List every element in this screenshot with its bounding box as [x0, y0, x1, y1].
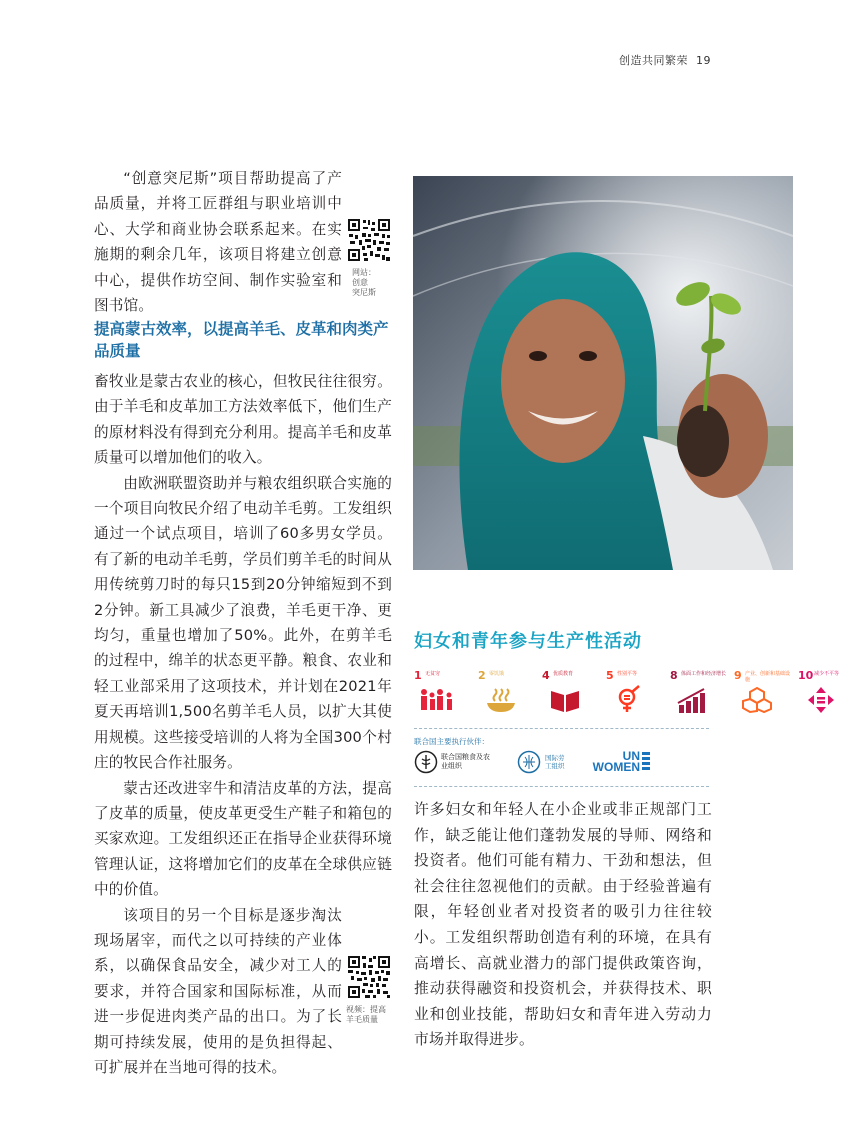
section-heading: 提高蒙古效率，以提高羊毛、皮革和肉类产品质量 [94, 320, 389, 360]
qr-caption-line: 网站： [352, 268, 376, 277]
sdg-1-icon [414, 669, 474, 719]
sdg-number: 4 [542, 669, 550, 682]
qr-caption-website [352, 268, 376, 298]
people-icon [420, 687, 454, 713]
sdg-label: 优质教育 [553, 671, 574, 677]
sidebar-paragraph: 许多妇女和年轻人在小企业或非正规部门工作，缺乏能让他们蓬勃发展的导师、网络和投资者。他们可能有精力、干劲和想法，但社会往往忽视他们的贡献。由于经验普遍有限，年轻创业者对投资者的吸引力往往较小。工发组织帮助创造有利的环境，在具有高增长、高就业潜力的部门提供政策咨询，推动获得融资和投资机会，并获得技术、职业和创业技能，帮助妇女和青年进入劳动力市场并取得进步。 [414, 801, 712, 1049]
cubes-icon [740, 687, 774, 713]
sdg-number: 9 [734, 669, 742, 682]
sdg-label: 减少不平等 [814, 671, 840, 677]
qr-caption-line: 视频：提高 [346, 1005, 386, 1014]
sdg-number: 1 [414, 669, 422, 682]
sdg-number: 2 [478, 669, 486, 682]
qr-code-website[interactable] [347, 218, 391, 262]
sidebar-body [414, 797, 712, 1053]
photo-woman-seedling [413, 176, 793, 570]
qr-caption-line: 创意 [352, 278, 368, 287]
bowl-icon [484, 687, 518, 713]
body-paragraph: 由欧洲联盟资助并与粮农组织联合实施的一个项目向牧民介绍了电动羊毛剪。工发组织通过一个试点项目，培训了60多男女学员。有了新的电动羊毛剪，学员们剪羊毛的时间从用传统剪刀时的每只15到20分钟缩短到不到2分钟。新工具减少了浪费，羊毛更干净、更均匀，重量也增加了50%。此外，在剪羊毛的过程中，绵羊的状态更平静。粮食、农业和轻工业部采用了这项技术，并计划在2021年夏天再培训1,500名剪羊毛人员，以扩大其使用规模。这些接受培训的人将为全国300个村庄的牧民合作社服务。 [94, 474, 392, 772]
sdg-icon-row [414, 669, 858, 719]
sdg-label: 零饥饿 [489, 671, 505, 677]
qr-caption-video [346, 1005, 386, 1025]
partner-logos [414, 750, 714, 776]
fao-emblem-icon [414, 750, 438, 774]
header-section-title: 创造共同繁荣 [619, 54, 688, 67]
growth-chart-icon [676, 687, 710, 713]
fao-logo [414, 750, 493, 774]
qr-code-video[interactable] [347, 955, 391, 999]
sdg-label: 性别平等 [617, 671, 638, 677]
body-paragraph: 该项目的另一个目标是逐步淘汰现场屠宰，而代之以可持续的产业体系，以确保食品安全，减少对工人的要求，并符合国家和国际标准，从而进一步促进肉类产品的出口。为了长期可持续发展，使用的是负担得起、可扩展并在当地可得的技术。 [94, 906, 342, 1076]
unwomen-name: UN WOMEN [592, 749, 640, 774]
sdg-4-icon [542, 669, 602, 719]
sdg-label: 体面工作和经济增长 [681, 671, 727, 677]
partners-caption: 联合国主要执行伙伴： [414, 737, 489, 746]
sdg-5-icon [606, 669, 666, 719]
sdg-9-icon [734, 669, 794, 719]
sdg-10-icon [798, 669, 858, 719]
sdg-label: 无贫穷 [425, 671, 441, 677]
page-number: 19 [696, 54, 711, 67]
qr-caption-line: 羊毛质量 [346, 1015, 378, 1024]
sdg-2-icon [478, 669, 538, 719]
fao-name: 联合国粮食及农业组织 [441, 753, 490, 770]
sdg-number: 8 [670, 669, 678, 682]
sidebar-title: 妇女和青年参与生产性活动 [414, 631, 642, 652]
sdg-number: 10 [798, 669, 814, 682]
reduced-inequality-icon [804, 687, 838, 713]
qr-icon [347, 218, 391, 262]
body-paragraph: 畜牧业是蒙古农业的核心，但牧民往往很穷。由于羊毛和皮革加工方法效率低下，他们生产的原材料没有得到充分利用。提高羊毛和皮革质量可以增加他们的收入。 [94, 373, 392, 467]
divider [414, 786, 709, 787]
sdg-label: 产业、创新和基础设施 [745, 671, 791, 683]
body-paragraph: 蒙古还改进宰牛和清洁皮革的方法，提高了皮革的质量，使皮革更受生产鞋子和箱包的买家欢迎。工发组织还正在指导企业获得环境管理认证，这将增加它们的皮革在全球供应链中的价值。 [94, 779, 392, 899]
qr-icon [347, 955, 391, 999]
lead-paragraph: “创意突尼斯”项目帮助提高了产品质量，并将工匠群组与职业培训中心、大学和商业协会联系起来。在实施期的剩余几年，该项目将建立创意中心，提供作坊空间、制作实验室和图书馆。 [94, 170, 342, 315]
gender-equality-icon [612, 687, 646, 713]
ilo-logo [517, 750, 567, 774]
sdg-number: 5 [606, 669, 614, 682]
ilo-emblem-icon [517, 750, 541, 774]
book-icon [548, 687, 582, 713]
sdg-8-icon [670, 669, 730, 719]
unwomen-logo [592, 751, 650, 773]
running-header [619, 52, 711, 68]
divider [414, 728, 709, 729]
unwomen-bars-icon [642, 751, 650, 773]
ilo-name: 国际劳工组织 [545, 754, 565, 770]
qr-caption-line: 突尼斯 [352, 288, 376, 297]
